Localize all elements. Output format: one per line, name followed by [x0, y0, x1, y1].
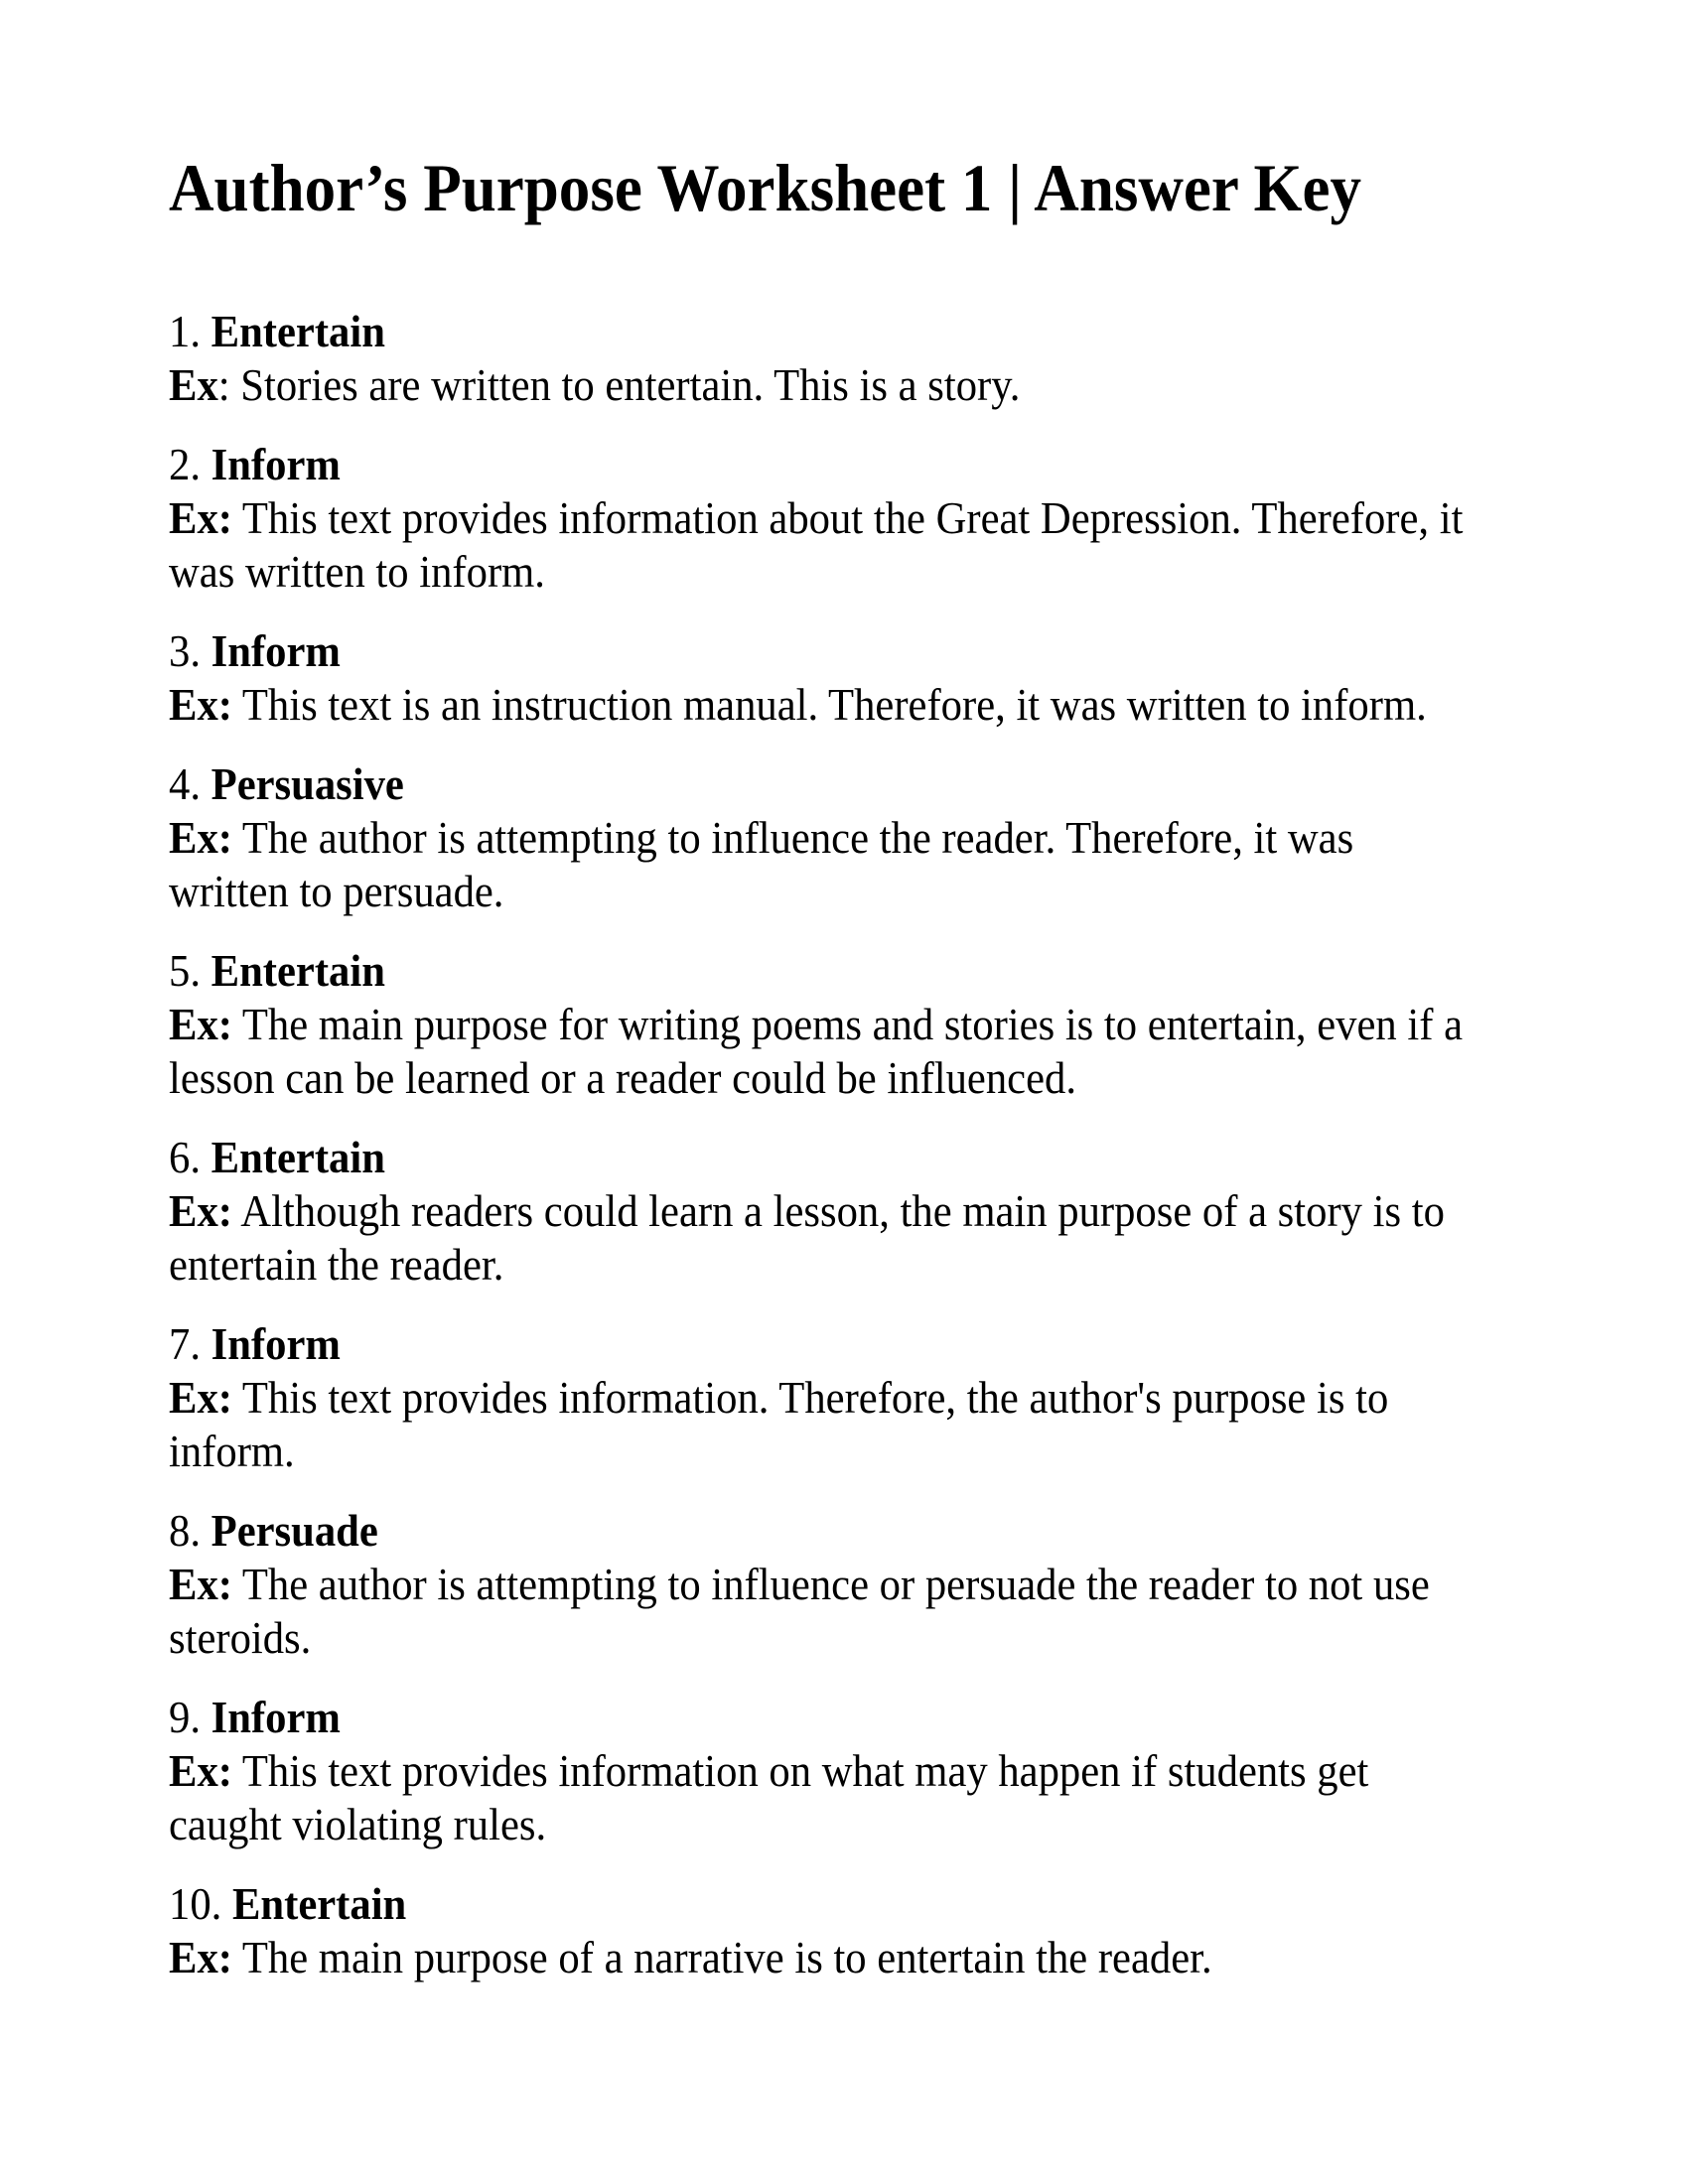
- item-2-example: [169, 491, 1479, 599]
- item-8-answer: Persuade: [211, 1505, 378, 1557]
- item-6-ex-label: Ex:: [169, 1185, 232, 1237]
- item-3-number: 3.: [169, 625, 211, 677]
- answer-item-6: [169, 1131, 1479, 1292]
- answer-item-10: [169, 1877, 1479, 1984]
- item-4-ex-label: Ex:: [169, 812, 232, 864]
- item-4-example: [169, 811, 1479, 918]
- item-8-number: 8.: [169, 1505, 211, 1557]
- item-5-number: 5.: [169, 945, 211, 997]
- item-9-ex-text: This text provides information on what may happen if students get caught violating rules.: [169, 1745, 1369, 1850]
- item-4-number: 4.: [169, 758, 211, 810]
- item-9-answer: Inform: [211, 1692, 341, 1743]
- page-title: Author’s Purpose Worksheet 1 | Answer Key: [169, 150, 1362, 225]
- item-10-ex-text: The main purpose of a narrative is to entertain the reader.: [231, 1932, 1212, 1983]
- item-5-heading: [169, 944, 1479, 998]
- item-2-heading: [169, 438, 1479, 491]
- item-4-ex-text: The author is attempting to influence the reader. Therefore, it was written to persuade.: [169, 812, 1354, 917]
- item-2-answer: Inform: [211, 439, 341, 490]
- item-5-answer: Entertain: [211, 945, 385, 997]
- item-10-number: 10.: [169, 1878, 232, 1930]
- item-9-heading: [169, 1691, 1479, 1744]
- item-10-answer: Entertain: [231, 1878, 407, 1930]
- item-2-number: 2.: [169, 439, 211, 490]
- item-4-heading: [169, 757, 1479, 811]
- answer-item-9: [169, 1691, 1479, 1851]
- item-3-ex-label: Ex:: [169, 679, 232, 731]
- item-8-ex-label: Ex:: [169, 1559, 232, 1610]
- item-6-number: 6.: [169, 1132, 211, 1183]
- item-2-ex-label: Ex:: [169, 492, 232, 544]
- item-10-heading: [169, 1877, 1479, 1931]
- item-6-example: [169, 1184, 1479, 1292]
- item-8-example: [169, 1558, 1479, 1665]
- answer-item-1: [169, 305, 1479, 412]
- item-10-example: [169, 1931, 1479, 1984]
- item-8-ex-text: The author is attempting to influence or persuade the reader to not use steroids.: [169, 1559, 1430, 1664]
- item-1-heading: [169, 305, 1479, 358]
- answer-item-8: [169, 1504, 1479, 1665]
- item-3-example: [169, 678, 1479, 732]
- page-content: [169, 149, 1479, 1984]
- item-7-answer: Inform: [211, 1318, 341, 1370]
- item-1-example: [169, 358, 1479, 412]
- item-1-number: 1.: [169, 306, 211, 357]
- item-3-ex-text: This text is an instruction manual. Therefore, it was written to inform.: [231, 679, 1427, 731]
- item-8-heading: [169, 1504, 1479, 1558]
- item-1-answer: Entertain: [211, 306, 385, 357]
- item-7-ex-label: Ex:: [169, 1372, 232, 1424]
- answer-item-7: [169, 1317, 1479, 1478]
- item-1-ex-text: : Stories are written to entertain. This is a story.: [217, 359, 1021, 411]
- item-6-ex-text: Although readers could learn a lesson, the main purpose of a story is to entertain the reader.: [169, 1185, 1445, 1291]
- item-1-ex-label: Ex: [169, 359, 218, 411]
- item-5-ex-text: The main purpose for writing poems and stories is to entertain, even if a lesson can be learned or a reader could be influenced.: [169, 999, 1464, 1104]
- item-7-ex-text: This text provides information. Therefore, the author's purpose is to inform.: [169, 1372, 1389, 1477]
- item-10-ex-label: Ex:: [169, 1932, 232, 1983]
- item-3-heading: [169, 624, 1479, 678]
- answer-item-2: [169, 438, 1479, 599]
- item-9-number: 9.: [169, 1692, 211, 1743]
- item-3-answer: Inform: [211, 625, 341, 677]
- item-9-ex-label: Ex:: [169, 1745, 232, 1797]
- item-7-number: 7.: [169, 1318, 211, 1370]
- item-5-ex-label: Ex:: [169, 999, 232, 1050]
- answer-item-3: [169, 624, 1479, 732]
- item-2-ex-text: This text provides information about the Great Depression. Therefore, it was written to inform.: [169, 492, 1464, 598]
- item-4-answer: Persuasive: [211, 758, 404, 810]
- item-7-example: [169, 1371, 1479, 1478]
- answer-item-4: [169, 757, 1479, 918]
- item-7-heading: [169, 1317, 1479, 1371]
- answer-item-5: [169, 944, 1479, 1105]
- item-5-example: [169, 998, 1479, 1105]
- item-6-answer: Entertain: [211, 1132, 385, 1183]
- item-6-heading: [169, 1131, 1479, 1184]
- item-9-example: [169, 1744, 1479, 1851]
